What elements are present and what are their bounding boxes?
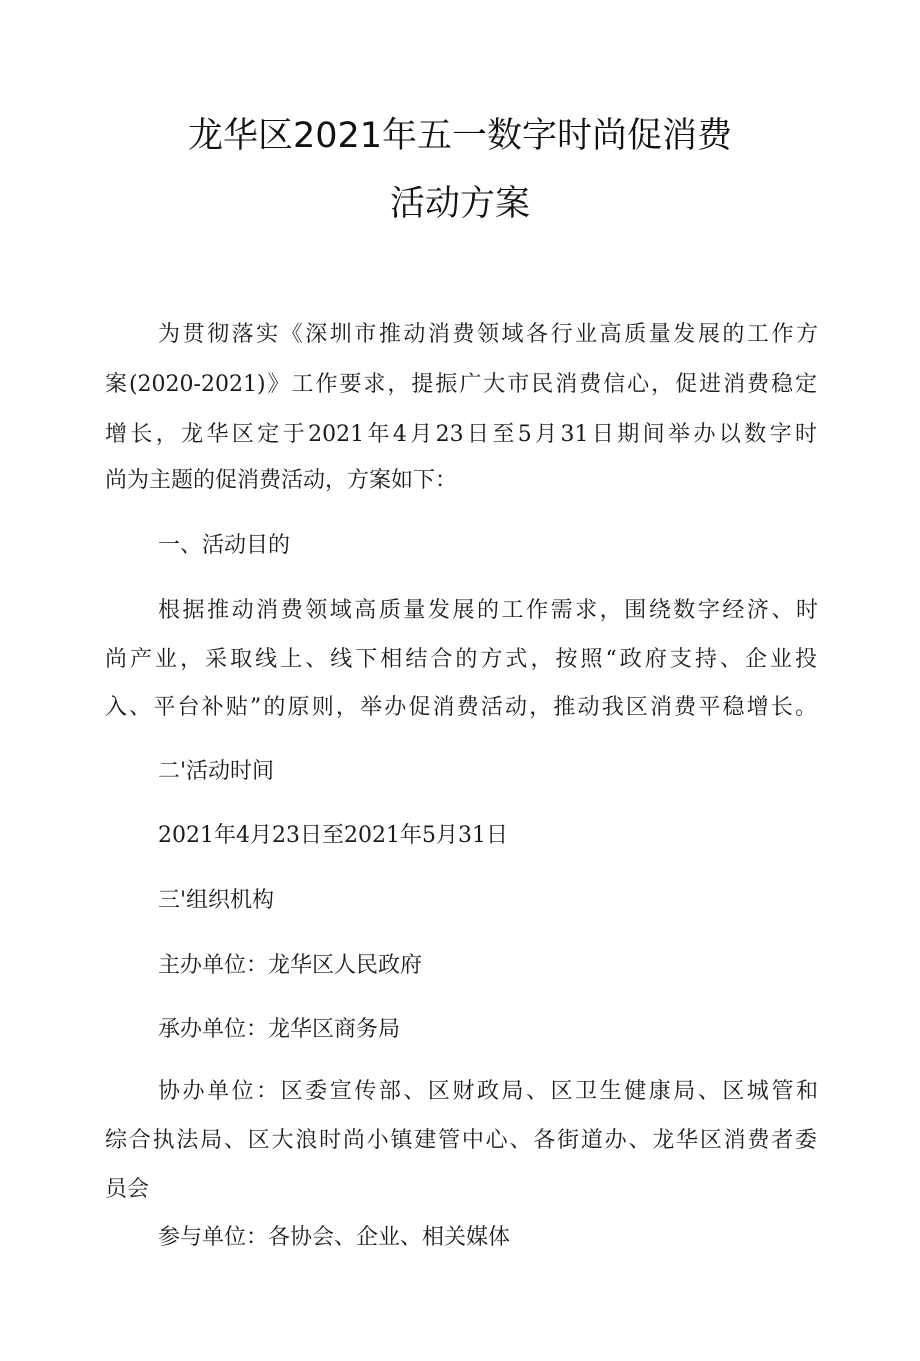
co-organizer-line-2: 综合执法局、区大浪时尚小镇建管中心、各街道办、龙华区消费者委 (105, 1128, 817, 1153)
participant-units: 参与单位：各协会、企业、相关媒体 (158, 1225, 511, 1250)
section-2-heading: 二'活动时间 (158, 759, 275, 784)
co-organizer-line-1: 协办单位：区委宣传部、区财政局、区卫生健康局、区城管和 (158, 1079, 818, 1104)
document-title-line-1: 龙华区2021年五一数字时尚促消费 (187, 116, 733, 156)
document-title-line-2: 活动方案 (389, 184, 530, 224)
section-1-line-3: 入、平台补贴”的原则，举办促消费活动，推动我区消费平稳增长。 (105, 695, 817, 720)
section-1-line-1: 根据推动消费领域高质量发展的工作需求，围绕数字经济、时 (158, 598, 818, 623)
intro-paragraph-line-1: 为贯彻落实《深圳市推动消费领域各行业高质量发展的工作方 (158, 322, 818, 347)
organizer-unit: 承办单位：龙华区商务局 (158, 1017, 401, 1042)
intro-paragraph-line-4: 尚为主题的促消费活动，方案如下： (105, 468, 458, 493)
co-organizer-line-3: 员会 (105, 1177, 150, 1202)
section-1-heading: 一、活动目的 (158, 533, 291, 558)
intro-paragraph-line-2: 案(2020-2021)》工作要求，提振广大市民消费信心，促进消费稳定 (105, 372, 817, 397)
host-unit: 主办单位：龙华区人民政府 (158, 953, 423, 978)
section-3-heading: 三'组织机构 (158, 888, 275, 913)
section-1-line-2: 尚产业，采取线上、线下相结合的方式，按照“政府支持、企业投 (105, 647, 817, 672)
section-2-date-range: 2021年4月23日至2021年5月31日 (158, 823, 508, 848)
intro-paragraph-line-3: 增长，龙华区定于2021年4月23日至5月31日期间举办以数字时 (105, 422, 817, 447)
